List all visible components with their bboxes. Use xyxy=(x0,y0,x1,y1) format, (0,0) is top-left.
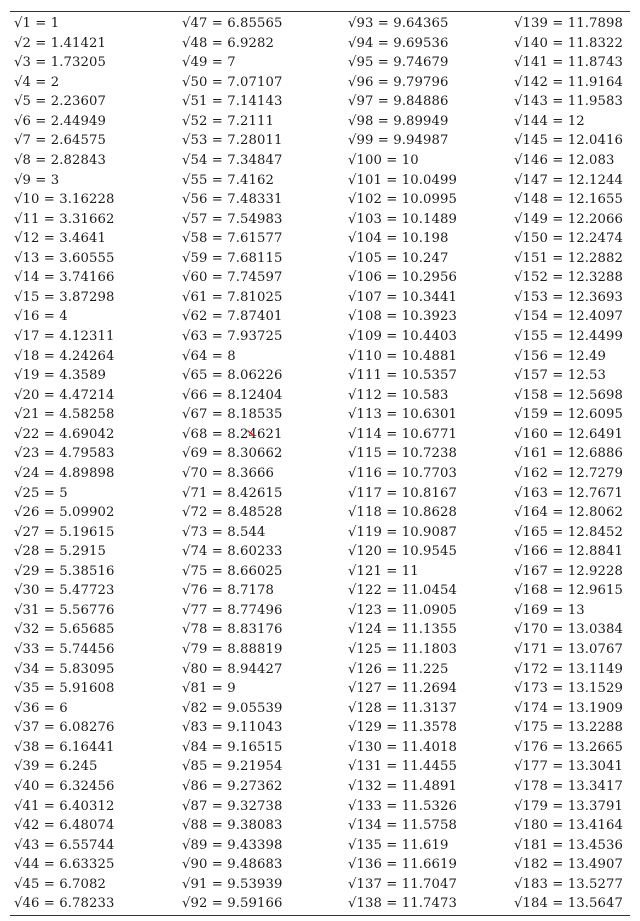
table-entry: √35 = 5.91608 xyxy=(14,681,115,697)
table-entry: √3 = 1.73205 xyxy=(14,55,106,71)
table-entry: √120 = 10.9545 xyxy=(348,544,457,560)
table-entry: √18 = 4.24264 xyxy=(14,348,115,364)
table-entry: √133 = 11.5326 xyxy=(348,798,457,814)
table-entry: √150 = 12.2474 xyxy=(514,231,623,247)
table-entry: √39 = 6.245 xyxy=(14,759,98,775)
table-entry: √6 = 2.44949 xyxy=(14,113,106,129)
table-column-3 xyxy=(348,14,457,914)
table-entry: √25 = 5 xyxy=(14,485,68,501)
table-entry: √91 = 9.53939 xyxy=(182,876,283,892)
table-entry: √86 = 9.27362 xyxy=(182,778,283,794)
table-entry: √69 = 8.30662 xyxy=(182,446,283,462)
table-entry: √184 = 13.5647 xyxy=(514,896,623,912)
table-entry: √145 = 12.0416 xyxy=(514,133,623,149)
table-entry: √88 = 9.38083 xyxy=(182,818,283,834)
table-entry: √148 = 12.1655 xyxy=(514,192,623,208)
table-entry: √93 = 9.64365 xyxy=(348,16,449,31)
table-entry: √111 = 10.5357 xyxy=(348,368,457,384)
table-entry: √162 = 12.7279 xyxy=(514,465,623,481)
table-entry: √47 = 6.85565 xyxy=(182,16,283,31)
table-entry: √146 = 12.083 xyxy=(514,152,615,168)
table-entry: √14 = 3.74166 xyxy=(14,270,115,286)
table-entry: √121 = 11 xyxy=(348,563,419,579)
table-entry: √123 = 11.0905 xyxy=(348,602,457,618)
table-entry: √60 = 7.74597 xyxy=(182,270,283,286)
table-entry: √142 = 11.9164 xyxy=(514,74,623,90)
table-entry: √157 = 12.53 xyxy=(514,368,606,384)
table-entry: √177 = 13.3041 xyxy=(514,759,623,775)
table-entry: √16 = 4 xyxy=(14,309,68,325)
table-entry: √119 = 10.9087 xyxy=(348,524,457,540)
table-entry: √117 = 10.8167 xyxy=(348,485,457,501)
red-pen-mark xyxy=(247,430,255,436)
table-entry: √53 = 7.28011 xyxy=(182,133,283,149)
table-entry: √114 = 10.6771 xyxy=(348,426,457,442)
table-entry: √9 = 3 xyxy=(14,172,60,188)
table-entry: √151 = 12.2882 xyxy=(514,250,623,266)
table-entry: √99 = 9.94987 xyxy=(348,133,449,149)
table-entry: √36 = 6 xyxy=(14,700,68,716)
table-entry: √147 = 12.1244 xyxy=(514,172,623,188)
table-entry: √132 = 11.4891 xyxy=(348,778,457,794)
table-entry: √68 = 8.24621 xyxy=(182,426,283,442)
table-entry: √115 = 10.7238 xyxy=(348,446,457,462)
table-entry: √160 = 12.6491 xyxy=(514,426,623,442)
table-entry: √130 = 11.4018 xyxy=(348,739,457,755)
table-entry: √106 = 10.2956 xyxy=(348,270,457,286)
table-entry: √34 = 5.83095 xyxy=(14,661,115,677)
table-entry: √65 = 8.06226 xyxy=(182,368,283,384)
table-entry: √38 = 6.16441 xyxy=(14,739,115,755)
table-entry: √153 = 12.3693 xyxy=(514,289,623,305)
table-entry: √107 = 10.3441 xyxy=(348,289,457,305)
table-entry: √83 = 9.11043 xyxy=(182,720,283,736)
table-entry: √89 = 9.43398 xyxy=(182,837,283,853)
table-entry: √56 = 7.48331 xyxy=(182,192,283,208)
table-entry: √1 = 1 xyxy=(14,16,60,31)
table-entry: √2 = 1.41421 xyxy=(14,35,106,51)
table-entry: √96 = 9.79796 xyxy=(348,74,449,90)
table-entry: √76 = 8.7178 xyxy=(182,583,274,599)
table-entry: √13 = 3.60555 xyxy=(14,250,115,266)
table-entry: √79 = 8.88819 xyxy=(182,642,283,657)
table-entry: √180 = 13.4164 xyxy=(514,818,623,834)
table-entry: √116 = 10.7703 xyxy=(348,465,457,481)
table-entry: √144 = 12 xyxy=(514,113,585,129)
table-entry: √100 = 10 xyxy=(348,152,419,168)
table-entry: √163 = 12.7671 xyxy=(514,485,623,501)
table-entry: √71 = 8.42615 xyxy=(182,485,283,501)
table-entry: √59 = 7.68115 xyxy=(182,250,283,266)
table-entry: √85 = 9.21954 xyxy=(182,759,283,775)
table-entry: √26 = 5.09902 xyxy=(14,505,115,521)
table-entry: √176 = 13.2665 xyxy=(514,739,623,755)
table-entry: √17 = 4.12311 xyxy=(14,329,115,344)
table-entry: √140 = 11.8322 xyxy=(514,35,623,51)
table-entry: √128 = 11.3137 xyxy=(348,700,457,716)
table-column-2 xyxy=(182,14,282,914)
table-entry: √27 = 5.19615 xyxy=(14,524,115,540)
table-entry: √31 = 5.56776 xyxy=(14,602,115,618)
table-entry: √131 = 11.4455 xyxy=(348,759,457,775)
table-entry: √104 = 10.198 xyxy=(348,231,449,247)
table-entry: √155 = 12.4499 xyxy=(514,329,623,344)
table-entry: √173 = 13.1529 xyxy=(514,681,623,697)
table-entry: √66 = 8.12404 xyxy=(182,387,283,403)
bottom-rule xyxy=(10,915,630,916)
table-entry: √92 = 9.59166 xyxy=(182,896,283,912)
table-entry: √75 = 8.66025 xyxy=(182,563,283,579)
table-entry: √105 = 10.247 xyxy=(348,250,449,266)
table-entry: √136 = 11.6619 xyxy=(348,857,457,873)
table-entry: √73 = 8.544 xyxy=(182,524,266,540)
table-entry: √112 = 10.583 xyxy=(348,387,449,403)
table-entry: √149 = 12.2066 xyxy=(514,211,623,227)
table-entry: √44 = 6.63325 xyxy=(14,857,115,873)
table-entry: √46 = 6.78233 xyxy=(14,896,115,912)
table-entry: √138 = 11.7473 xyxy=(348,896,457,912)
table-entry: √170 = 13.0384 xyxy=(514,622,623,638)
table-entry: √174 = 13.1909 xyxy=(514,700,623,716)
table-entry: √61 = 7.81025 xyxy=(182,289,283,305)
table-entry: √77 = 8.77496 xyxy=(182,602,283,618)
table-entry: √64 = 8 xyxy=(182,348,236,364)
table-entry: √127 = 11.2694 xyxy=(348,681,457,697)
table-entry: √95 = 9.74679 xyxy=(348,55,449,71)
table-entry: √158 = 12.5698 xyxy=(514,387,623,403)
table-entry: √171 = 13.0767 xyxy=(514,642,623,657)
table-entry: √33 = 5.74456 xyxy=(14,642,115,657)
table-entry: √168 = 12.9615 xyxy=(514,583,623,599)
table-column-1 xyxy=(14,14,114,914)
table-entry: √82 = 9.05539 xyxy=(182,700,283,716)
table-entry: √124 = 11.1355 xyxy=(348,622,457,638)
table-entry: √108 = 10.3923 xyxy=(348,309,457,325)
table-entry: √51 = 7.14143 xyxy=(182,94,283,110)
table-entry: √172 = 13.1149 xyxy=(514,661,623,677)
table-entry: √181 = 13.4536 xyxy=(514,837,623,853)
table-entry: √20 = 4.47214 xyxy=(14,387,115,403)
table-entry: √72 = 8.48528 xyxy=(182,505,283,521)
table-entry: √169 = 13 xyxy=(514,602,585,618)
table-entry: √57 = 7.54983 xyxy=(182,211,283,227)
table-entry: √7 = 2.64575 xyxy=(14,133,106,149)
table-entry: √32 = 5.65685 xyxy=(14,622,115,638)
table-entry: √110 = 10.4881 xyxy=(348,348,457,364)
table-entry: √126 = 11.225 xyxy=(348,661,449,677)
table-entry: √125 = 11.1803 xyxy=(348,642,457,657)
table-entry: √21 = 4.58258 xyxy=(14,407,115,423)
table-entry: √152 = 12.3288 xyxy=(514,270,623,286)
table-entry: √94 = 9.69536 xyxy=(348,35,449,51)
table-entry: √30 = 5.47723 xyxy=(14,583,115,599)
table-entry: √103 = 10.1489 xyxy=(348,211,457,227)
square-root-table xyxy=(0,14,640,914)
table-entry: √5 = 2.23607 xyxy=(14,94,106,110)
table-entry: √129 = 11.3578 xyxy=(348,720,457,736)
table-entry: √143 = 11.9583 xyxy=(514,94,623,110)
table-entry: √43 = 6.55744 xyxy=(14,837,115,853)
table-entry: √139 = 11.7898 xyxy=(514,16,623,31)
table-entry: √40 = 6.32456 xyxy=(14,778,115,794)
table-entry: √97 = 9.84886 xyxy=(348,94,449,110)
table-entry: √113 = 10.6301 xyxy=(348,407,457,423)
table-entry: √84 = 9.16515 xyxy=(182,739,283,755)
table-entry: √10 = 3.16228 xyxy=(14,192,115,208)
table-entry: √122 = 11.0454 xyxy=(348,583,457,599)
table-entry: √4 = 2 xyxy=(14,74,60,90)
table-entry: √28 = 5.2915 xyxy=(14,544,106,560)
table-entry: √29 = 5.38516 xyxy=(14,563,115,579)
table-entry: √48 = 6.9282 xyxy=(182,35,274,51)
table-entry: √135 = 11.619 xyxy=(348,837,449,853)
table-entry: √109 = 10.4403 xyxy=(348,329,457,344)
table-entry: √182 = 13.4907 xyxy=(514,857,623,873)
table-entry: √80 = 8.94427 xyxy=(182,661,283,677)
table-entry: √63 = 7.93725 xyxy=(182,329,283,344)
table-entry: √118 = 10.8628 xyxy=(348,505,457,521)
table-entry: √81 = 9 xyxy=(182,681,236,697)
table-entry: √12 = 3.4641 xyxy=(14,231,106,247)
table-column-4 xyxy=(514,14,623,914)
table-entry: √19 = 4.3589 xyxy=(14,368,106,384)
table-entry: √24 = 4.89898 xyxy=(14,465,115,481)
table-entry: √137 = 11.7047 xyxy=(348,876,457,892)
table-entry: √41 = 6.40312 xyxy=(14,798,115,814)
table-entry: √11 = 3.31662 xyxy=(14,211,115,227)
table-entry: √141 = 11.8743 xyxy=(514,55,623,71)
table-entry: √164 = 12.8062 xyxy=(514,505,623,521)
table-entry: √8 = 2.82843 xyxy=(14,152,106,168)
table-entry: √183 = 13.5277 xyxy=(514,876,623,892)
table-entry: √178 = 13.3417 xyxy=(514,778,623,794)
table-entry: √50 = 7.07107 xyxy=(182,74,283,90)
table-entry: √154 = 12.4097 xyxy=(514,309,623,325)
table-entry: √175 = 13.2288 xyxy=(514,720,623,736)
table-entry: √74 = 8.60233 xyxy=(182,544,283,560)
table-entry: √37 = 6.08276 xyxy=(14,720,115,736)
table-entry: √161 = 12.6886 xyxy=(514,446,623,462)
table-entry: √167 = 12.9228 xyxy=(514,563,623,579)
table-entry: √49 = 7 xyxy=(182,55,236,71)
table-entry: √166 = 12.8841 xyxy=(514,544,623,560)
top-rule xyxy=(10,11,630,12)
table-entry: √90 = 9.48683 xyxy=(182,857,283,873)
table-entry: √87 = 9.32738 xyxy=(182,798,283,814)
table-entry: √42 = 6.48074 xyxy=(14,818,115,834)
table-entry: √15 = 3.87298 xyxy=(14,289,115,305)
table-entry: √55 = 7.4162 xyxy=(182,172,274,188)
table-entry: √58 = 7.61577 xyxy=(182,231,283,247)
table-entry: √156 = 12.49 xyxy=(514,348,606,364)
table-entry: √98 = 9.89949 xyxy=(348,113,449,129)
table-entry: √62 = 7.87401 xyxy=(182,309,283,325)
table-entry: √179 = 13.3791 xyxy=(514,798,623,814)
table-entry: √70 = 8.3666 xyxy=(182,465,274,481)
table-entry: √165 = 12.8452 xyxy=(514,524,623,540)
table-entry: √67 = 8.18535 xyxy=(182,407,283,423)
table-entry: √52 = 7.2111 xyxy=(182,113,274,129)
table-entry: √45 = 6.7082 xyxy=(14,876,106,892)
table-entry: √78 = 8.83176 xyxy=(182,622,283,638)
table-entry: √134 = 11.5758 xyxy=(348,818,457,834)
table-entry: √22 = 4.69042 xyxy=(14,426,115,442)
table-entry: √23 = 4.79583 xyxy=(14,446,115,462)
table-entry: √101 = 10.0499 xyxy=(348,172,457,188)
table-entry: √102 = 10.0995 xyxy=(348,192,457,208)
table-entry: √159 = 12.6095 xyxy=(514,407,623,423)
table-entry: √54 = 7.34847 xyxy=(182,152,283,168)
